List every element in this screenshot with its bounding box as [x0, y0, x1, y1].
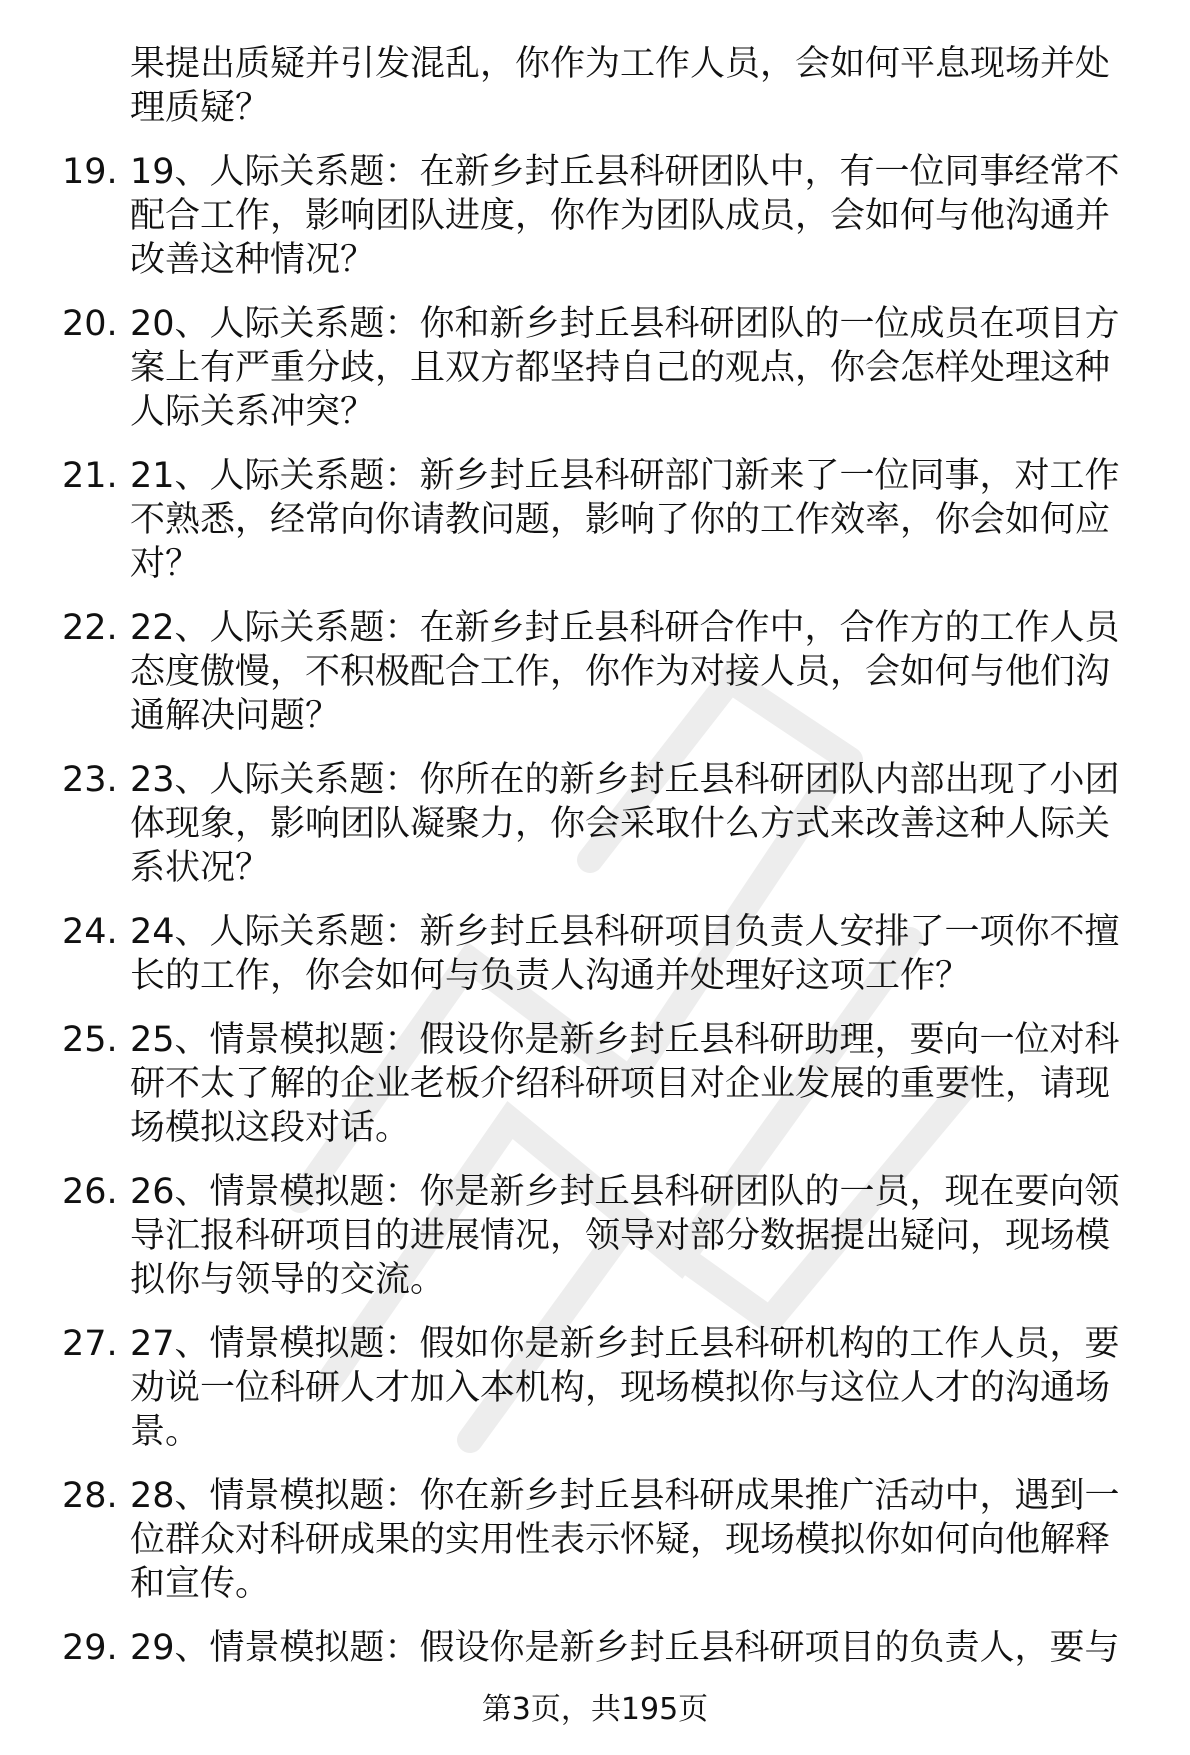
- item-number: 23.: [62, 760, 118, 800]
- item-text: 22、人际关系题：在新乡封丘县科研合作中，合作方的工作人员 态度傲慢，不积极配合工作，你作为对接人员，会如何与他们沟 通解决问题？: [130, 608, 1120, 736]
- list-item: [62, 1626, 1162, 1670]
- item-text: 20、人际关系题：你和新乡封丘县科研团队的一位成员在项目方 案上有严重分歧，且双方都坚持自己的观点，你会怎样处理这种 人际关系冲突？: [130, 304, 1120, 432]
- item-number: 28.: [62, 1476, 118, 1516]
- item-text: 29、情景模拟题：假设你是新乡封丘县科研项目的负责人，要与: [130, 1628, 1120, 1668]
- item-text: 27、情景模拟题：假如你是新乡封丘县科研机构的工作人员，要 劝说一位科研人才加入本机构，现场模拟你与这位人才的沟通场 景。: [130, 1324, 1120, 1452]
- item-number: 29.: [62, 1628, 118, 1668]
- page-footer: 第3页，共195页: [481, 1692, 709, 1727]
- item-text: 24、人际关系题：新乡封丘县科研项目负责人安排了一项你不擅 长的工作，你会如何与负责人沟通并处理好这项工作？: [130, 912, 1120, 996]
- item-number: 26.: [62, 1172, 118, 1212]
- list-item: [62, 1474, 1162, 1606]
- list-item: [62, 150, 1162, 282]
- item-text: 21、人际关系题：新乡封丘县科研部门新来了一位同事，对工作 不熟悉，经常向你请教问题，影响了你的工作效率，你会如何应 对？: [130, 456, 1120, 584]
- list-item: [62, 606, 1162, 738]
- item-number: 19.: [62, 152, 118, 192]
- list-item: [62, 454, 1162, 586]
- list-item: [62, 910, 1162, 998]
- list-item: [62, 1322, 1162, 1454]
- item-number: 25.: [62, 1020, 118, 1060]
- continuation-text: 果提出质疑并引发混乱，你作为工作人员，会如何平息现场并处 理质疑？: [130, 44, 1111, 128]
- item-number: 24.: [62, 912, 118, 952]
- list-item: [62, 302, 1162, 434]
- list-item: [62, 1018, 1162, 1150]
- item-number: 21.: [62, 456, 118, 496]
- item-text: 19、人际关系题：在新乡封丘县科研团队中，有一位同事经常不 配合工作，影响团队进度，你作为团队成员，会如何与他沟通并 改善这种情况？: [130, 152, 1120, 280]
- list-item: [62, 1170, 1162, 1302]
- item-number: 20.: [62, 304, 118, 344]
- item-text: 26、情景模拟题：你是新乡封丘县科研团队的一员，现在要向领 导汇报科研项目的进展情况，领导对部分数据提出疑问，现场模 拟你与领导的交流。: [130, 1172, 1120, 1300]
- item-text: 23、人际关系题：你所在的新乡封丘县科研团队内部出现了小团 体现象，影响团队凝聚力，你会采取什么方式来改善这种人际关 系状况？: [130, 760, 1120, 888]
- list-item: [62, 758, 1162, 890]
- item-text: 25、情景模拟题：假设你是新乡封丘县科研助理，要向一位对科 研不太了解的企业老板介绍科研项目对企业发展的重要性，请现 场模拟这段对话。: [130, 1020, 1120, 1148]
- item-number: 22.: [62, 608, 118, 648]
- item-text: 28、情景模拟题：你在新乡封丘县科研成果推广活动中，遇到一 位群众对科研成果的实用性表示怀疑，现场模拟你如何向他解释 和宣传。: [130, 1476, 1120, 1604]
- item-number: 27.: [62, 1324, 118, 1364]
- document-body: [62, 42, 1162, 1670]
